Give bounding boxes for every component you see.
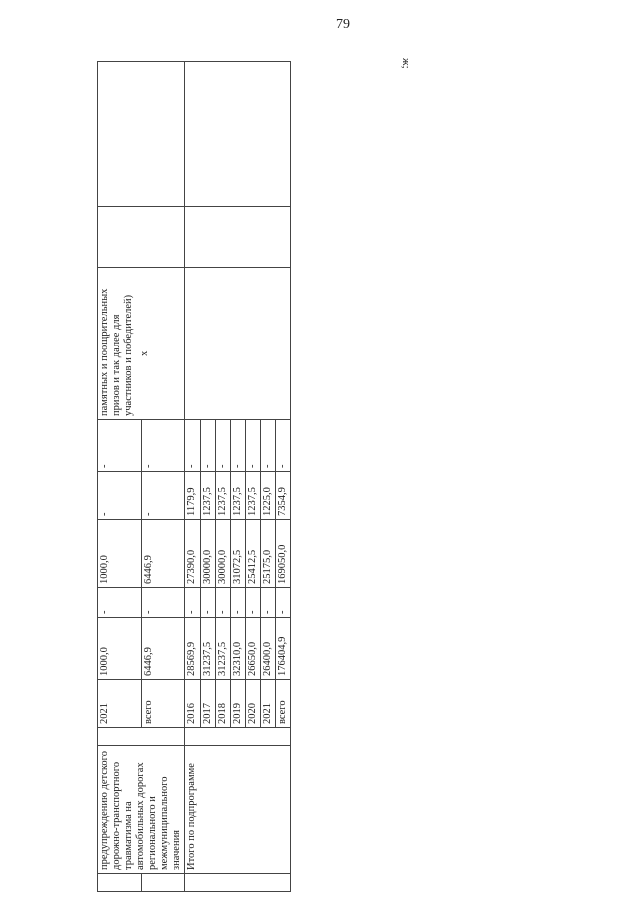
value-cell: 1225,0	[260, 472, 275, 520]
subtotal-label: Итого по подпрограмме	[185, 746, 290, 874]
year-cell: 2021	[260, 680, 275, 728]
value-cell: -	[141, 588, 185, 618]
note-text: памятных и поощрительных призов и так далее для участников и победителей)	[99, 288, 135, 416]
program-table	[97, 61, 291, 892]
value-cell: 1179,9	[185, 472, 200, 520]
value-cell: 31072,5	[230, 520, 245, 588]
table-row	[185, 62, 200, 892]
value-cell: 1237,5	[245, 472, 260, 520]
value-cell: 6446,9	[141, 618, 185, 680]
value-cell: -	[230, 588, 245, 618]
value-cell: -	[260, 588, 275, 618]
value-cell: 31237,5	[200, 618, 215, 680]
value-cell: -	[275, 588, 290, 618]
table-row	[98, 62, 142, 892]
year-cell: 2018	[215, 680, 230, 728]
year-cell: 2017	[200, 680, 215, 728]
value-cell: 26400,0	[260, 618, 275, 680]
value-cell: 7354,9	[275, 472, 290, 520]
value-cell: 25175,0	[260, 520, 275, 588]
year-cell: всего	[141, 680, 185, 728]
value-cell: 25412,5	[245, 520, 260, 588]
value-cell: -	[141, 472, 185, 520]
value-cell: -	[185, 420, 200, 472]
year-cell: 2021	[98, 680, 142, 728]
year-cell: 2019	[230, 680, 245, 728]
value-cell: 26650,0	[245, 618, 260, 680]
value-cell: 1237,5	[230, 472, 245, 520]
value-cell: -	[98, 420, 142, 472]
page-number: 79	[336, 17, 350, 32]
value-cell: -	[98, 472, 142, 520]
value-cell: -	[200, 588, 215, 618]
value-cell: -	[185, 588, 200, 618]
value-cell: 176404,9	[275, 618, 290, 680]
value-cell: 1237,5	[200, 472, 215, 520]
value-cell: 32310,0	[230, 618, 245, 680]
value-cell: -	[200, 420, 215, 472]
value-cell: 31237,5	[215, 618, 230, 680]
value-cell: -	[215, 420, 230, 472]
rotated-table-sheet	[97, 62, 410, 892]
value-cell: -	[245, 420, 260, 472]
year-cell: 2020	[245, 680, 260, 728]
value-cell: 1000,0	[98, 520, 142, 588]
value-cell: 1237,5	[215, 472, 230, 520]
value-cell: 27390,0	[185, 520, 200, 588]
program-name: предупреждению детского дорожно-транспортного травматизма на автомобильных дорогах регионального и межмуниципального значения	[98, 746, 185, 874]
mark-cell: х	[139, 350, 151, 356]
note-cell	[98, 268, 185, 420]
value-cell: -	[260, 420, 275, 472]
value-cell: 30000,0	[215, 520, 230, 588]
year-cell: всего	[275, 680, 290, 728]
value-cell: -	[215, 588, 230, 618]
value-cell: -	[98, 588, 142, 618]
value-cell: 169050,0	[275, 520, 290, 588]
value-cell: 28569,9	[185, 618, 200, 680]
value-cell: -	[275, 420, 290, 472]
value-cell: -	[230, 420, 245, 472]
value-cell: -	[245, 588, 260, 618]
value-cell: 1000,0	[98, 618, 142, 680]
margin-mark: ж;	[400, 58, 412, 69]
value-cell: -	[141, 420, 185, 472]
year-cell: 2016	[185, 680, 200, 728]
value-cell: 6446,9	[141, 520, 185, 588]
value-cell: 30000,0	[200, 520, 215, 588]
